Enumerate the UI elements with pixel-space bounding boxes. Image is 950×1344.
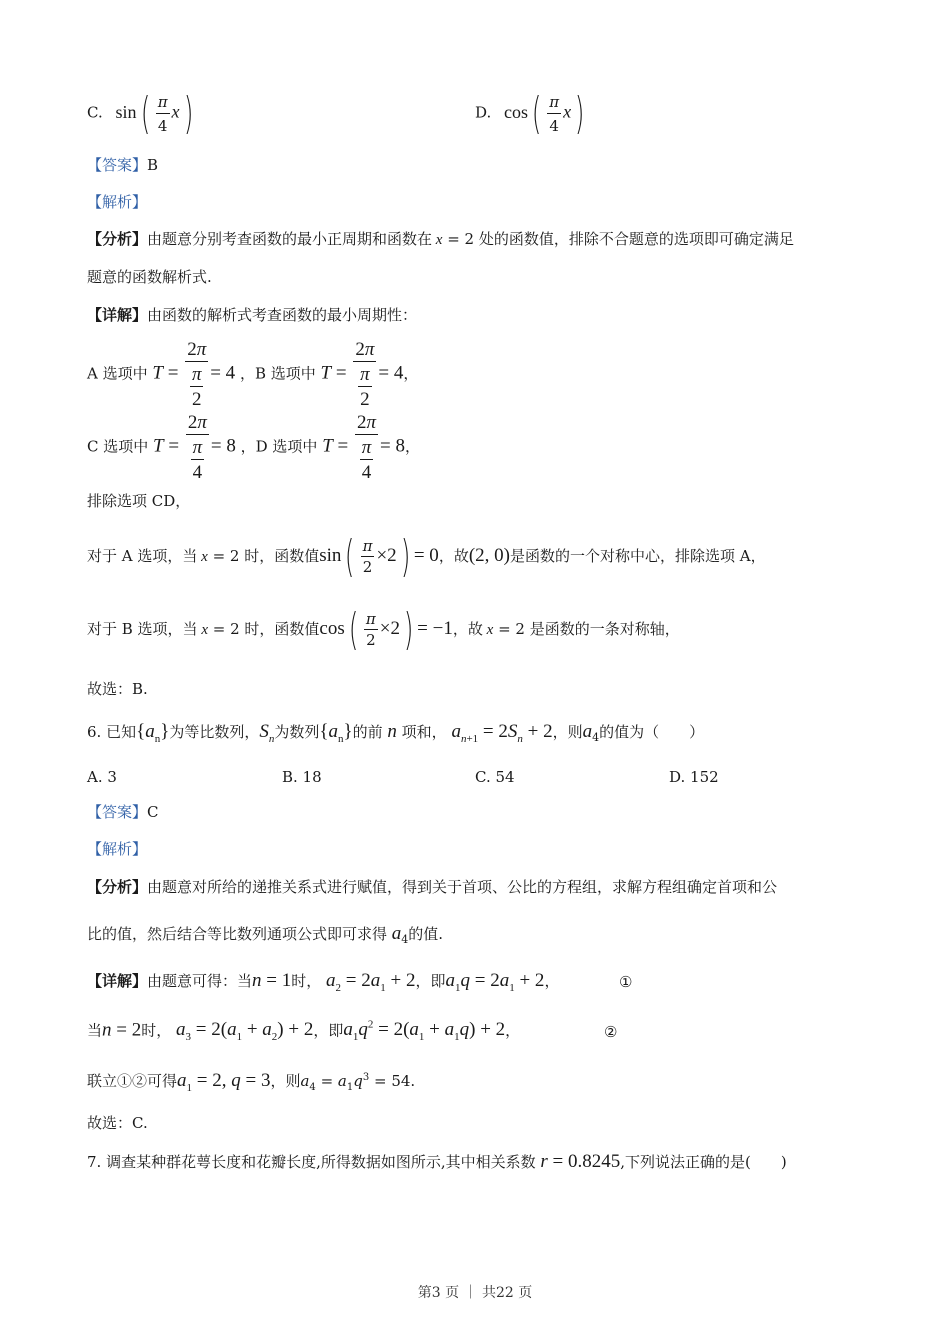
text: 为等比数列， — [169, 723, 260, 741]
text: ，则 — [270, 1072, 301, 1090]
answer-line — [87, 158, 158, 173]
text: ， — [505, 1021, 521, 1040]
lianli-line: 联立①②可得$a_1 = 2$, q = 3，则$a_4 = a_1q^3 = 54$. — [87, 1070, 416, 1094]
text: 7. 调查某种群花萼长度和花瓣长度,所得数据如图所示,其中相关系数 — [87, 1153, 536, 1171]
text: 由函数的解析式考查函数的最小周期性： — [147, 306, 418, 324]
text: ， — [544, 972, 560, 990]
text: 联立①②可得 — [87, 1072, 178, 1090]
xj2-line-1: 【详解】由题意可得：当n = 1时， $a_2 = 2a_1 + 2$，即$a_1q = 2a_1 + 2$， — [87, 970, 560, 994]
answer-value: C — [147, 803, 159, 821]
fenxi-tag: 【分析】 — [87, 878, 148, 896]
xiangjie-tag: 【详解】 — [87, 306, 148, 324]
answer-line-2 — [87, 805, 159, 820]
exclude-line: 排除选项 CD， — [87, 492, 191, 510]
circled-number: ② — [604, 1023, 618, 1041]
answer-value: B — [147, 156, 159, 174]
text: 的值为（ ） — [599, 723, 705, 741]
xiangjie-line — [87, 308, 417, 323]
circle-1 — [619, 973, 632, 991]
circled-number: ① — [619, 973, 633, 991]
fenxi2-line-2: 比的值，然后结合等比数列通项公式即可求得 $a_4$的值. — [87, 923, 444, 946]
q6-option-d: D. 152 — [669, 768, 719, 786]
circle-2 — [604, 1023, 617, 1041]
option-label: D. — [475, 103, 492, 122]
text: ，即 — [313, 1021, 344, 1040]
xj2-line-2: 当n = 2时， $a_3 = 2(a_1 + a_2) + 2$，即$a_1q^2 = 2(a_1 + a_1q) + 2$， — [87, 1019, 521, 1044]
text: 时， — [291, 972, 322, 990]
q6-option-a: A. 3 — [87, 768, 117, 786]
page-footer: 第3 页 ｜ 共22 页 — [417, 1285, 533, 1301]
question-7: 7. 调查某种群花萼长度和花瓣长度,所得数据如图所示,其中相关系数 r = 0.8245,下列说法正确的是( ) — [87, 1151, 787, 1172]
text: 对于 B 选项，当 — [87, 620, 198, 638]
option-c: C. sin( $\frac{\pi}{4}$ x) — [87, 88, 193, 139]
option-label: C. — [87, 103, 103, 122]
fenxi-tag: 【分析】 — [87, 230, 148, 248]
text: A 选项中 — [87, 364, 148, 383]
for-b-line: 对于 B 选项，当 x = 2 时，函数值cos( $\frac{\pi}{2}$ ×2) = −1，故 x = 2 是函数的一条对称轴， — [87, 604, 680, 655]
period-ab: A 选项中 T = $\frac{2\pi}{\frac{\pi}{2}}$ = 4 ，B 选项中 T = $\frac{2\pi}{\frac{\pi}{2}}$ = 4， — [87, 339, 419, 410]
analysis-tag: 【解析】 — [87, 193, 148, 211]
text: ，B 选项中 — [239, 364, 316, 383]
fenxi-line-2: 题意的函数解析式. — [87, 268, 212, 286]
text: 由题意分别考查函数的最小正周期和函数在 — [147, 230, 433, 248]
q6-option-b: B. 18 — [282, 768, 322, 786]
q6-option-c: C. 54 — [475, 768, 515, 786]
text: 时，函数值 — [244, 620, 320, 638]
choose-line-2: 故选：C. — [87, 1114, 148, 1132]
choose-line-1: 故选：B. — [87, 680, 148, 698]
option-d: D. cos( $\frac{\pi}{4}$ x) — [475, 88, 585, 139]
text: ，故 — [452, 620, 483, 638]
text: 的前 — [352, 723, 383, 741]
text: C 选项中 — [87, 437, 149, 456]
xiangjie-tag: 【详解】 — [87, 972, 148, 990]
text: ，则 — [552, 723, 583, 741]
answer-tag: 【答案】 — [87, 156, 148, 174]
text: 处的函数值，排除不合题意的选项即可确定满足 — [478, 230, 794, 248]
answer-tag: 【答案】 — [87, 803, 148, 821]
analysis-tag: 【解析】 — [87, 840, 148, 858]
text: . — [410, 1072, 416, 1090]
text: ，D 选项中 — [240, 437, 318, 456]
text: 是函数的一个对称中心，排除选项 A， — [509, 547, 766, 565]
text: ，即 — [415, 972, 446, 990]
text: 时， — [141, 1021, 172, 1040]
text: 对于 A 选项，当 — [87, 547, 198, 565]
text: ，故 — [438, 547, 469, 565]
text: 当 — [87, 1021, 103, 1040]
text: 为数列 — [274, 723, 320, 741]
text: 项和， — [401, 723, 447, 741]
text: 比的值，然后结合等比数列通项公式即可求得 — [87, 925, 388, 943]
fenxi-line-1: 【分析】由题意分别考查函数的最小正周期和函数在 x = 2 处的函数值，排除不合题意的选项即可确定满足 — [87, 230, 794, 248]
fenxi2-line-1 — [87, 880, 777, 895]
text: 是函数的一条对称轴， — [529, 620, 680, 638]
text: 由题意可得：当 — [147, 972, 253, 990]
period-cd: C 选项中 T = $\frac{2\pi}{\frac{\pi}{4}}$ = 8 ，D 选项中 T = $\frac{2\pi}{\frac{\pi}{4}}$ = 8， — [87, 412, 420, 483]
question-6: 6. 已知$\{a_n\}$为等比数列，$S_n$为数列$\{a_n\}$的前 n 项和， $a_{n+1} = 2S_n + 2$，则$a_4$的值为（ ） — [87, 721, 705, 745]
text: 的值. — [408, 925, 444, 943]
for-a-line: 对于 A 选项，当 x = 2 时，函数值sin( $\frac{\pi}{2}$ ×2) = 0，故(2, 0)是函数的一个对称中心，排除选项 A， — [87, 531, 766, 582]
text: ,下列说法正确的是( ) — [620, 1153, 787, 1171]
text: 由题意对所给的递推关系式进行赋值，得到关于首项、公比的方程组，求解方程组确定首项和公 — [147, 878, 778, 896]
text: 时，函数值 — [244, 547, 320, 565]
text: 6. 已知 — [87, 723, 137, 741]
